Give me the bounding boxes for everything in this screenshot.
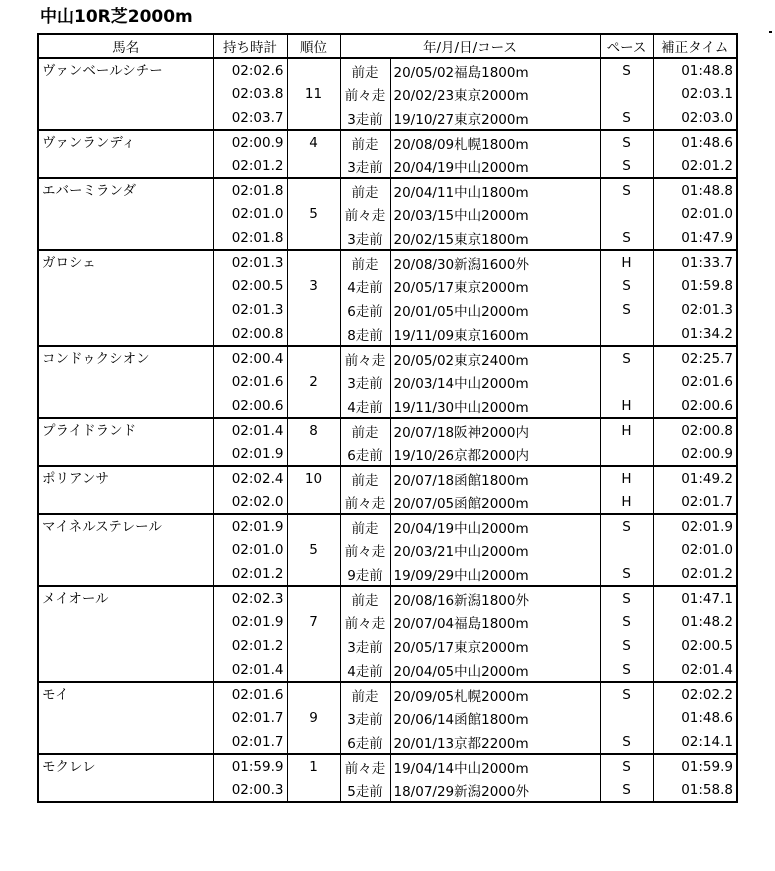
own-time-cell: 02:01.9 [213,610,287,634]
table-row [38,250,737,274]
rank-cell [287,586,340,610]
race-date-course-cell: 20/05/17東京2000m [390,274,600,298]
horse-name-cell: プライドランド [38,418,213,442]
own-time-cell: 02:00.4 [213,346,287,370]
corrected-time-cell: 02:02.2 [653,682,737,706]
rank-cell: 9 [287,706,340,730]
rank-cell [287,634,340,658]
race-date-course-cell: 20/09/05札幌2000m [390,682,600,706]
corrected-time-cell: 01:48.6 [653,130,737,154]
rank-cell [287,514,340,538]
table-row [38,82,737,106]
rank-cell [287,178,340,202]
race-date-course-cell: 20/04/05中山2000m [390,658,600,682]
corrected-time-cell: 02:01.6 [653,370,737,394]
rank-cell: 8 [287,418,340,442]
race-relative-cell: 3走前 [340,370,390,394]
race-date-course-cell: 19/04/14中山2000m [390,754,600,778]
race-relative-cell: 4走前 [340,658,390,682]
pace-cell: S [600,226,653,250]
race-relative-cell: 3走前 [340,154,390,178]
own-time-cell: 02:02.6 [213,58,287,82]
horse-name-cell [38,274,213,298]
table-row [38,658,737,682]
pace-cell [600,82,653,106]
own-time-cell: 02:01.0 [213,202,287,226]
own-time-cell: 02:01.6 [213,370,287,394]
sheet-edge-mark [769,31,772,33]
horse-name-cell: ガロシェ [38,250,213,274]
rank-cell [287,442,340,466]
table-row [38,706,737,730]
table-row [38,394,737,418]
own-time-cell: 02:01.2 [213,634,287,658]
pace-cell: H [600,250,653,274]
rank-cell: 11 [287,82,340,106]
race-date-course-cell: 19/11/30中山2000m [390,394,600,418]
race-date-course-cell: 20/02/15東京1800m [390,226,600,250]
race-relative-cell: 前走 [340,466,390,490]
own-time-cell: 02:01.9 [213,514,287,538]
pace-cell: S [600,298,653,322]
own-time-cell: 02:01.2 [213,562,287,586]
corrected-time-cell: 02:01.9 [653,514,737,538]
race-relative-cell: 3走前 [340,634,390,658]
rank-cell [287,298,340,322]
race-date-course-cell: 20/04/11中山1800m [390,178,600,202]
rank-cell: 5 [287,202,340,226]
race-date-course-cell: 20/04/19中山2000m [390,154,600,178]
rank-cell [287,58,340,82]
race-relative-cell: 前々走 [340,202,390,226]
own-time-cell: 02:01.0 [213,538,287,562]
horse-name-cell: ヴァンベールシチー [38,58,213,82]
race-relative-cell: 前走 [340,130,390,154]
pace-cell [600,202,653,226]
race-relative-cell: 前々走 [340,610,390,634]
horse-name-cell: ヴァンランディ [38,130,213,154]
pace-cell: H [600,466,653,490]
race-relative-cell: 6走前 [340,442,390,466]
own-time-cell: 02:03.7 [213,106,287,130]
rank-cell [287,730,340,754]
rank-cell [287,778,340,802]
table-row [38,274,737,298]
pace-cell: H [600,490,653,514]
table-row [38,538,737,562]
race-date-course-cell: 20/03/15中山2000m [390,202,600,226]
corrected-time-cell: 02:03.0 [653,106,737,130]
rank-cell: 4 [287,130,340,154]
table-row [38,466,737,490]
table-row [38,106,737,130]
race-relative-cell: 前走 [340,250,390,274]
header-own-time: 持ち時計 [213,34,287,58]
own-time-cell: 02:02.4 [213,466,287,490]
table-row [38,682,737,706]
pace-cell: S [600,634,653,658]
table-row [38,754,737,778]
pace-cell: S [600,562,653,586]
race-relative-cell: 前走 [340,586,390,610]
horse-name-cell [38,154,213,178]
race-date-course-cell: 20/05/02東京2400m [390,346,600,370]
corrected-time-cell: 02:00.8 [653,418,737,442]
race-relative-cell: 3走前 [340,706,390,730]
rank-cell [287,346,340,370]
own-time-cell: 02:00.8 [213,322,287,346]
rank-cell [287,394,340,418]
table-row [38,370,737,394]
corrected-time-cell: 01:47.9 [653,226,737,250]
race-date-course-cell: 20/07/18阪神2000内 [390,418,600,442]
rank-cell [287,154,340,178]
rank-cell [287,658,340,682]
corrected-time-cell: 02:00.6 [653,394,737,418]
horse-name-cell: モクレレ [38,754,213,778]
rank-cell [287,682,340,706]
horse-name-cell [38,658,213,682]
table-row [38,418,737,442]
table-row [38,178,737,202]
race-date-course-cell: 20/03/14中山2000m [390,370,600,394]
horse-name-cell [38,106,213,130]
rank-cell: 2 [287,370,340,394]
corrected-time-cell: 01:48.8 [653,178,737,202]
table-row [38,58,737,82]
corrected-time-cell: 02:00.5 [653,634,737,658]
header-rank: 順位 [287,34,340,58]
pace-cell [600,322,653,346]
pace-cell: S [600,154,653,178]
table-row [38,586,737,610]
race-date-course-cell: 19/09/29中山2000m [390,562,600,586]
pace-cell: S [600,658,653,682]
table-row [38,226,737,250]
corrected-time-cell: 01:48.6 [653,706,737,730]
horse-name-cell [38,610,213,634]
race-date-course-cell: 20/01/05中山2000m [390,298,600,322]
race-relative-cell: 前走 [340,514,390,538]
corrected-time-cell: 01:59.8 [653,274,737,298]
race-relative-cell: 前走 [340,682,390,706]
rank-cell: 3 [287,274,340,298]
own-time-cell: 02:01.3 [213,298,287,322]
horse-name-cell [38,226,213,250]
own-time-cell: 02:00.6 [213,394,287,418]
header-horse: 馬名 [38,34,213,58]
own-time-cell: 02:01.3 [213,250,287,274]
table-row [38,730,737,754]
pace-cell: H [600,394,653,418]
own-time-cell: 02:00.9 [213,130,287,154]
pace-cell: S [600,178,653,202]
table-row [38,154,737,178]
pace-cell: S [600,610,653,634]
race-relative-cell: 3走前 [340,106,390,130]
corrected-time-cell: 01:48.8 [653,58,737,82]
header-row [38,34,737,58]
header-pace: ペース [600,34,653,58]
pace-cell: S [600,514,653,538]
race-relative-cell: 前走 [340,178,390,202]
pace-cell: S [600,778,653,802]
corrected-time-cell: 02:01.0 [653,202,737,226]
horse-name-cell [38,778,213,802]
race-date-course-cell: 20/06/14函館1800m [390,706,600,730]
table-row [38,346,737,370]
pace-cell: S [600,586,653,610]
corrected-time-cell: 01:47.1 [653,586,737,610]
corrected-time-cell: 02:01.2 [653,562,737,586]
pace-cell [600,442,653,466]
own-time-cell: 02:01.8 [213,178,287,202]
race-relative-cell: 前走 [340,418,390,442]
pace-cell: S [600,130,653,154]
horse-name-cell [38,706,213,730]
corrected-time-cell: 01:58.8 [653,778,737,802]
own-time-cell: 02:01.7 [213,706,287,730]
own-time-cell: 02:01.4 [213,658,287,682]
race-date-course-cell: 20/07/04福島1800m [390,610,600,634]
race-date-course-cell: 18/07/29新潟2000外 [390,778,600,802]
race-date-course-cell: 19/10/27東京2000m [390,106,600,130]
table-row [38,130,737,154]
table-row [38,490,737,514]
race-relative-cell: 前々走 [340,490,390,514]
own-time-cell: 02:02.0 [213,490,287,514]
horse-name-cell: モイ [38,682,213,706]
rank-cell: 1 [287,754,340,778]
corrected-time-cell: 02:01.2 [653,154,737,178]
horse-name-cell [38,322,213,346]
pace-cell: S [600,106,653,130]
horse-name-cell: マイネルステレール [38,514,213,538]
race-relative-cell: 6走前 [340,730,390,754]
race-date-course-cell: 20/05/17東京2000m [390,634,600,658]
corrected-time-cell: 01:34.2 [653,322,737,346]
own-time-cell: 01:59.9 [213,754,287,778]
race-relative-cell: 前々走 [340,82,390,106]
race-relative-cell: 9走前 [340,562,390,586]
table-row [38,298,737,322]
corrected-time-cell: 02:01.7 [653,490,737,514]
rank-cell [287,562,340,586]
race-relative-cell: 前々走 [340,754,390,778]
pace-cell [600,538,653,562]
table-row [38,202,737,226]
race-date-course-cell: 20/08/16新潟1800外 [390,586,600,610]
race-relative-cell: 3走前 [340,226,390,250]
race-relative-cell: 4走前 [340,274,390,298]
pace-cell: S [600,754,653,778]
own-time-cell: 02:01.9 [213,442,287,466]
race-relative-cell: 前々走 [340,538,390,562]
rank-cell: 10 [287,466,340,490]
header-corrected: 補正タイム [653,34,737,58]
table-row [38,610,737,634]
horse-name-cell: エバーミランダ [38,178,213,202]
pace-cell [600,370,653,394]
corrected-time-cell: 02:00.9 [653,442,737,466]
own-time-cell: 02:00.5 [213,274,287,298]
pace-cell: S [600,346,653,370]
race-relative-cell: 前走 [340,58,390,82]
race-date-course-cell: 20/02/23東京2000m [390,82,600,106]
pace-cell [600,706,653,730]
rank-cell [287,322,340,346]
race-date-course-cell: 20/05/02福島1800m [390,58,600,82]
horse-name-cell: コンドゥクシオン [38,346,213,370]
horse-name-cell [38,202,213,226]
horse-name-cell [38,370,213,394]
own-time-cell: 02:02.3 [213,586,287,610]
corrected-time-cell: 02:01.4 [653,658,737,682]
race-relative-cell: 前々走 [340,346,390,370]
own-time-cell: 02:01.6 [213,682,287,706]
race-date-course-cell: 20/01/13京都2200m [390,730,600,754]
rank-cell [287,106,340,130]
own-time-cell: 02:01.8 [213,226,287,250]
own-time-cell: 02:01.7 [213,730,287,754]
corrected-time-cell: 02:14.1 [653,730,737,754]
rank-cell [287,490,340,514]
race-date-course-cell: 20/08/09札幌1800m [390,130,600,154]
table-row [38,514,737,538]
table-row [38,322,737,346]
pace-cell: S [600,682,653,706]
corrected-time-cell: 01:49.2 [653,466,737,490]
corrected-time-cell: 02:01.0 [653,538,737,562]
horse-name-cell [38,442,213,466]
corrected-time-cell: 02:25.7 [653,346,737,370]
horse-name-cell [38,538,213,562]
header-race: 年/月/日/コース [340,34,600,58]
race-table [37,33,738,803]
table-row [38,778,737,802]
race-date-course-cell: 20/07/18函館1800m [390,466,600,490]
horse-name-cell: ポリアンサ [38,466,213,490]
race-date-course-cell: 20/03/21中山2000m [390,538,600,562]
corrected-time-cell: 02:03.1 [653,82,737,106]
race-date-course-cell: 19/10/26京都2000内 [390,442,600,466]
rank-cell: 5 [287,538,340,562]
corrected-time-cell: 02:01.3 [653,298,737,322]
own-time-cell: 02:01.2 [213,154,287,178]
horse-name-cell: メイオール [38,586,213,610]
race-date-course-cell: 19/11/09東京1600m [390,322,600,346]
pace-cell: S [600,730,653,754]
race-relative-cell: 5走前 [340,778,390,802]
race-date-course-cell: 20/08/30新潟1600外 [390,250,600,274]
rank-cell [287,226,340,250]
horse-name-cell [38,394,213,418]
table-row [38,442,737,466]
horse-name-cell [38,490,213,514]
horse-name-cell [38,82,213,106]
pace-cell: S [600,58,653,82]
horse-name-cell [38,562,213,586]
own-time-cell: 02:01.4 [213,418,287,442]
rank-cell [287,250,340,274]
sheet-title: 中山10R芝2000m [40,7,193,27]
race-relative-cell: 4走前 [340,394,390,418]
corrected-time-cell: 01:48.2 [653,610,737,634]
table-row [38,634,737,658]
corrected-time-cell: 01:33.7 [653,250,737,274]
table-body [38,58,737,802]
rank-cell: 7 [287,610,340,634]
table-row [38,562,737,586]
race-date-course-cell: 20/04/19中山2000m [390,514,600,538]
race-relative-cell: 8走前 [340,322,390,346]
horse-name-cell [38,298,213,322]
pace-cell: H [600,418,653,442]
race-relative-cell: 6走前 [340,298,390,322]
pace-cell: S [600,274,653,298]
horse-name-cell [38,634,213,658]
race-date-course-cell: 20/07/05函館2000m [390,490,600,514]
corrected-time-cell: 01:59.9 [653,754,737,778]
own-time-cell: 02:00.3 [213,778,287,802]
own-time-cell: 02:03.8 [213,82,287,106]
horse-name-cell [38,730,213,754]
